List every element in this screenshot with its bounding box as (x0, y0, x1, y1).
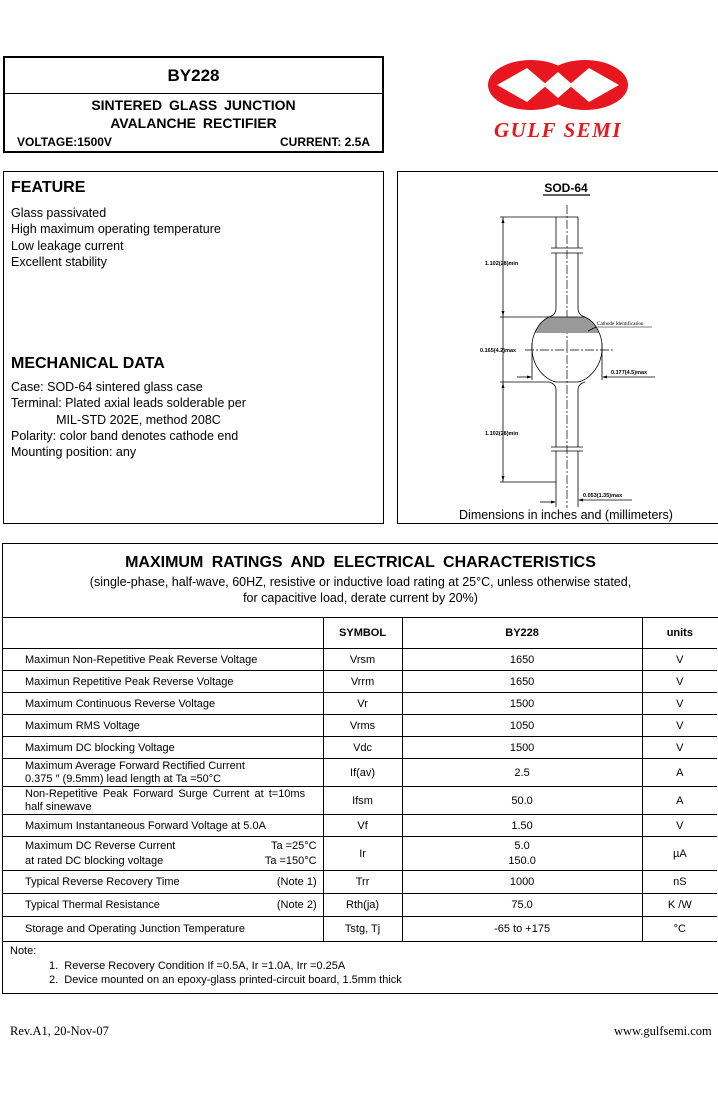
cathode-identification-label: Cathode Identification (597, 321, 644, 327)
table-row (2, 759, 717, 787)
unit-cell: V (642, 649, 717, 671)
param-line-2: half sinewave (25, 800, 92, 813)
company-logo (470, 55, 650, 145)
sod64-package-drawing (397, 171, 718, 524)
param-cell: Maximum Instantaneous Forward Voltage at 5.0A (2, 815, 323, 837)
ratings-box (2, 543, 718, 994)
feature-item: Excellent stability (11, 254, 107, 269)
symbol-cell: Rth(ja) (323, 894, 402, 917)
note-item: 1. Reverse Recovery Condition If =0.5A, Ir =1.0A, Irr =0.25A (49, 960, 346, 972)
column-header-symbol: SYMBOL (323, 618, 402, 649)
table-row (2, 737, 717, 759)
param-cell (2, 871, 323, 894)
current-rating: CURRENT: 2.5A (279, 135, 370, 149)
value-cell: 1500 (402, 693, 642, 715)
mechanical-line: MIL-STD 202E, method 208C (11, 412, 221, 427)
param-cell: Maximum RMS Voltage (2, 715, 323, 737)
mechanical-line: Terminal: Plated axial leads solderable per (11, 396, 246, 411)
param-cell (2, 787, 323, 815)
symbol-cell: Ifsm (323, 787, 402, 815)
part-number: BY228 (167, 66, 220, 85)
lead-length-bottom-label: 1.102(28)min (485, 431, 519, 437)
symbol-cell: Tstg, Tj (323, 917, 402, 942)
value-cell (402, 837, 642, 871)
website-link[interactable]: www.gulfsemi.com (614, 1024, 712, 1038)
unit-cell: V (642, 715, 717, 737)
logo-text: GULF SEMI (493, 118, 623, 142)
param-cell: Storage and Operating Junction Temperature (2, 917, 323, 942)
condition-1: Ta =25°C (270, 839, 317, 852)
unit-cell: V (642, 671, 717, 693)
unit-cell: A (642, 787, 717, 815)
value-line-2: 150.0 (508, 854, 536, 867)
table-row (2, 671, 717, 693)
description-line-1: SINTERED GLASS JUNCTION (91, 97, 296, 113)
part-header-box (3, 56, 384, 153)
param-line-1: Non-Repetitive Peak Forward Surge Current at t=10ms (25, 787, 306, 800)
value-cell: 1050 (402, 715, 642, 737)
body-length-label: 0.165(4.2)max (480, 348, 517, 354)
table-row (2, 837, 717, 871)
param-cell: Maximun Repetitive Peak Reverse Voltage (2, 671, 323, 693)
unit-cell: V (642, 693, 717, 715)
package-diagram-box (397, 171, 718, 524)
param-line-2: at rated DC blocking voltage (25, 854, 164, 867)
table-row (2, 871, 717, 894)
column-header-units: units (642, 618, 717, 649)
ratings-subtitle-1: (single-phase, half-wave, 60HZ, resistive or inductive load rating at 25°C, unless otherwise stated, (89, 575, 632, 589)
mechanical-list (11, 379, 246, 460)
condition-2: Ta =150°C (264, 854, 317, 867)
column-header-value: BY228 (402, 618, 642, 649)
mechanical-line: Mounting position: any (11, 445, 137, 460)
unit-cell: V (642, 737, 717, 759)
unit-cell: µA (642, 837, 717, 871)
unit-cell: nS (642, 871, 717, 894)
table-row (2, 917, 717, 942)
value-cell: 1000 (402, 871, 642, 894)
symbol-cell: Vrms (323, 715, 402, 737)
param-text: Typical Reverse Recovery Time (25, 875, 180, 888)
symbol-cell: Trr (323, 871, 402, 894)
feature-item: Glass passivated (11, 206, 107, 220)
unit-cell: °C (642, 917, 717, 942)
symbol-cell: Vrrm (323, 671, 402, 693)
symbol-cell: Vr (323, 693, 402, 715)
feature-box (3, 171, 384, 524)
diagram-caption: Dimensions in inches and (millimeters) (459, 508, 673, 522)
symbol-cell: Vdc (323, 737, 402, 759)
lead-length-top-label: 1.102(28)min (485, 261, 519, 267)
body-diameter-label: 0.177(4.5)max (611, 370, 648, 376)
column-header-parameter (2, 618, 323, 649)
ratings-header (3, 544, 718, 618)
value-cell: 75.0 (402, 894, 642, 917)
note-ref: (Note 1) (276, 875, 317, 888)
feature-item: High maximum operating temperature (11, 222, 221, 237)
table-row (2, 787, 717, 815)
unit-cell: K /W (642, 894, 717, 917)
description-line-2: AVALANCHE RECTIFIER (110, 115, 277, 131)
unit-cell: A (642, 759, 717, 787)
note-ref: (Note 2) (276, 898, 317, 911)
value-cell: 1.50 (402, 815, 642, 837)
mechanical-title: MECHANICAL DATA (11, 355, 165, 372)
symbol-cell: Vf (323, 815, 402, 837)
revision-text: Rev.A1, 20-Nov-07 (10, 1024, 109, 1038)
value-cell: 2.5 (402, 759, 642, 787)
logo-mark-icon (470, 55, 650, 145)
value-cell: 1650 (402, 649, 642, 671)
ratings-title: MAXIMUM RATINGS AND ELECTRICAL CHARACTERISTICS (125, 554, 596, 571)
param-cell (2, 759, 323, 787)
symbol-cell: If(av) (323, 759, 402, 787)
table-row (2, 693, 717, 715)
feature-list (11, 205, 221, 270)
table-row (2, 715, 717, 737)
value-cell: -65 to +175 (402, 917, 642, 942)
table-row (2, 815, 717, 837)
value-cell: 1650 (402, 671, 642, 693)
ratings-subtitle-2: for capacitive load, derate current by 20%) (243, 591, 478, 605)
voltage-rating: VOLTAGE:1500V (17, 135, 112, 149)
feature-title: FEATURE (11, 179, 86, 196)
note-item: 2. Device mounted on an epoxy-glass printed-circuit board, 1.5mm thick (49, 974, 402, 986)
param-line-2: 0.375 ″ (9.5mm) lead length at Ta =50°C (25, 772, 222, 785)
value-cell: 50.0 (402, 787, 642, 815)
symbol-cell: Ir (323, 837, 402, 871)
lead-diameter-label: 0.053(1.35)max (583, 493, 623, 499)
mechanical-line: Polarity: color band denotes cathode end (11, 428, 239, 443)
table-header-row (2, 618, 717, 649)
diagram-title: SOD-64 (544, 181, 588, 195)
value-cell: 1500 (402, 737, 642, 759)
table-row (2, 649, 717, 671)
param-cell: Maximum Continuous Reverse Voltage (2, 693, 323, 715)
param-line-1: Maximum DC Reverse Current (25, 839, 176, 852)
param-text: Typical Thermal Resistance (25, 898, 160, 911)
notes-label: Note: (10, 945, 37, 957)
feature-item: Low leakage current (11, 238, 124, 253)
value-line-1: 5.0 (514, 839, 530, 852)
param-cell (2, 894, 323, 917)
param-line-1: Maximum Average Forward Rectified Current (25, 759, 245, 772)
param-cell: Maximun Non-Repetitive Peak Reverse Voltage (2, 649, 323, 671)
table-row (2, 894, 717, 917)
param-cell (2, 837, 323, 871)
header-divider (5, 93, 382, 94)
symbol-cell: Vrsm (323, 649, 402, 671)
ratings-table (2, 617, 717, 942)
unit-cell: V (642, 815, 717, 837)
param-cell: Maximum DC blocking Voltage (2, 737, 323, 759)
mechanical-line: Case: SOD-64 sintered glass case (11, 380, 203, 394)
